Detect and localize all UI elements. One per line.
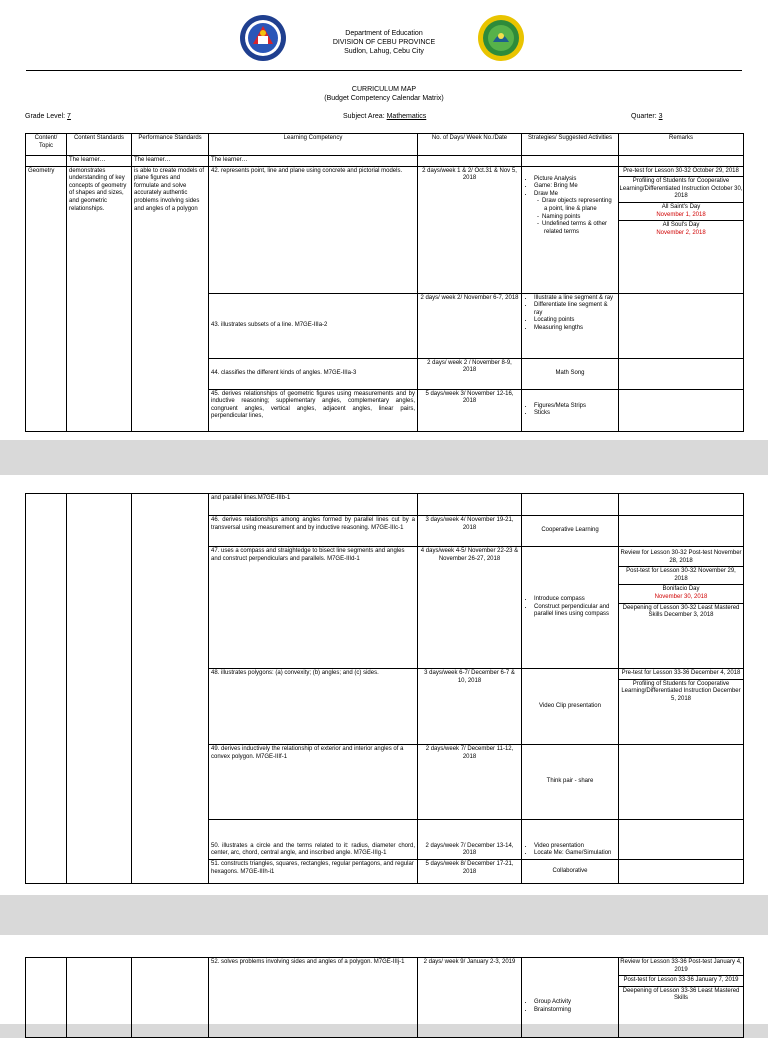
days-cell: 4 days/week 4-5/ November 22-23 & November 26-27, 2018 [418,547,522,669]
list-item: • Figures/Meta Strips [534,403,616,411]
remarks-cell [619,958,744,1038]
competency-cell: 43. illustrates subsets of a line. M7GE-IIIa-2 [209,293,418,358]
list-item: • Locate Me: Game/Simulation [534,850,616,858]
page-2 [0,475,768,895]
days-cell: 2 days/ week 2 / November 8-9, 2018 [418,358,522,389]
remark: Bonifacio Day November 30, 2018 [619,585,743,603]
competency-cell: 45. derives relationships of geometric figures using measurements and by inductive reasoning; supplementary angles, complementary angles, congruent angles, vertical angles, adjacent angles, linear pairs, perpendicular lines, [209,389,418,431]
curriculum-table-p1 [25,133,744,432]
col-performance-standards: Performance Standards [132,134,209,156]
list-item: • Measuring lengths [534,325,616,333]
remarks-cell [619,166,744,293]
remark: All Soul's Day November 2, 2018 [619,221,743,238]
remark: Post-test for Lesson 33-36 January 7, 2019 [619,976,743,987]
remark: Post-test for Lesson 30-32 November 29, 2018 [619,567,743,585]
list-item: • Picture Analysis [534,176,616,184]
strategies-cell: Math Song [522,358,619,389]
competency-cell: 49. derives inductively the relationship of exterior and interior angles of a convex polygon. M7GE-IIIf-1 [209,745,418,820]
remarks-cell [619,547,744,669]
quarter [631,113,663,120]
remark: All Saint's Day November 1, 2018 [619,203,743,221]
letterhead [0,29,768,56]
competency-cell: 44. classifies the different kinds of angles. M7GE-IIIa-3 [209,358,418,389]
quarter-value: 3 [658,113,663,120]
competency-cell: 42. represents point, line and plane using concrete and pictorial models. [209,166,418,293]
header-row [26,134,744,156]
learner-label: The learner… [209,156,418,167]
learner-row [26,156,744,167]
division-address: Sudlon, Lahug, Cebu City [344,48,424,55]
page-1 [0,0,768,440]
grade-value: 7 [67,113,71,120]
quarter-label: Quarter: [631,113,657,120]
days-cell: 2 days/week 7/ December 11-12, 2018 [418,745,522,820]
strategies-cell [522,166,619,293]
col-days: No. of Days/ Week No./Date [418,134,522,156]
strategies-cell: Collaborative [522,860,619,884]
header-rule [26,70,742,71]
col-learning-competency: Learning Competency [209,134,418,156]
remark: Pre-test for Lesson 33-36 December 4, 2018 [619,669,743,680]
subject-value: Mathematics [386,113,427,120]
page-3 [0,935,768,1024]
department-name: Department of Education [345,30,423,37]
performance-standard-cell: is able to create models of plane figures and formulate and solve accurately authentic problems involving sides and angles of a polygon [132,166,209,431]
document-title [0,85,768,103]
table-row [26,494,744,516]
curriculum-table-p3 [25,957,744,1038]
days-cell: 2 days/ week 9/ January 2-3, 2019 [418,958,522,1038]
competency-cell: 51. constructs triangles, squares, rectangles, regular pentagons, and regular hexagons. M7GE-IIIh-i1 [209,860,418,884]
competency-cell: 50. illustrates a circle and the terms related to it: radius, diameter chord, center, arc, chord, central angle, and inscribed angle. M7GE-IIIg-1 [209,820,418,860]
list-item: • Illustrate a line segment & ray [534,295,616,303]
division-name: DIVISION OF CEBU PROVINCE [332,39,436,46]
days-cell: 2 days/week 7/ December 13-14, 2018 [418,820,522,860]
subject-area [343,113,426,120]
list-item: - Undefined terms & other related terms [544,221,616,236]
remark: Profiling of Students for Cooperative Learning/Differentiated Instruction October 30, 2018 [619,177,743,203]
days-cell: 3 days/week 6-7/ December 6-7 & 10, 2018 [418,669,522,745]
list-item: • Brainstorming [534,1007,616,1015]
list-item: - Draw objects representing a point, line & plane [544,198,616,213]
days-cell: 2 days/week 1 & 2/ Oct.31 & Nov 5, 2018 [418,166,522,293]
remark: Pre-test for Lesson 30-32 October 29, 2018 [619,167,743,178]
table-row [26,958,744,1038]
learner-label: The learner… [67,156,132,167]
list-item: • Introduce compass [534,596,616,604]
days-cell: 5 days/week 3/ November 12-16, 2018 [418,389,522,431]
list-item: • Game: Bring Me [534,183,616,191]
table-row [26,166,744,293]
list-item: • Differentiate line segment & ray [534,302,616,317]
grade-level [25,113,71,120]
curriculum-table-p2 [25,493,744,884]
days-cell: 3 days/week 4/ November 19-21, 2018 [418,516,522,547]
col-remarks: Remarks [619,134,744,156]
content-standard-cell: demonstrates understanding of key concepts of geometry of shapes and sizes, and geometric relationships. [67,166,132,431]
competency-cell: 52. solves problems involving sides and angles of a polygon. M7GE-IIIj-1 [209,958,418,1038]
remark: Deepening of Lesson 33-36 Least Mastered Skills [622,987,740,1002]
col-content-standards: Content Standards [67,134,132,156]
days-cell: 2 days/ week 2/ November 6-7, 2018 [418,293,522,358]
grade-label: Grade Level: [25,113,66,120]
strategies-cell [522,389,619,431]
remark: Deepening of Lesson 30-32 Least Mastered Skills December 3, 2018 [622,604,740,619]
remark: Profiling of Students for Cooperative Learning/Differentiated Instruction December 5, 2018 [621,680,741,702]
days-cell: 5 days/week 8/ December 17-21, 2018 [418,860,522,884]
competency-cell: and parallel lines.M7GE-IIIb-1 [209,494,418,516]
strategies-cell [522,958,619,1038]
list-item: • Draw Me - Draw objects representing a point, line & plane - Naming points - Undefined terms & other related terms [534,191,616,237]
holiday-date: November 1, 2018 [656,211,706,218]
topic-cell: Geometry [26,166,67,431]
competency-cell: 46. derives relationships among angles formed by parallel lines cut by a transversal using measurement and by inductive reasoning. M7GE-IIIc-1 [209,516,418,547]
remarks-cell [619,669,744,745]
learner-label: The learner… [132,156,209,167]
remark: Review for Lesson 33-36 Post-test January 4, 2019 [619,958,743,976]
competency-cell: 48. illustrates polygons: (a) convexity; (b) angles; and (c) sides. [209,669,418,745]
subject-label: Subject Area: [343,113,385,120]
col-topic: Content/ Topic [26,134,67,156]
strategies-cell: Cooperative Learning [522,516,619,547]
strategies-cell [522,293,619,358]
strategies-cell: Video Clip presentation [522,669,619,745]
remark: Review for Lesson 30-32 Post-test November 28, 2018 [619,547,743,567]
col-strategies: Strategies/ Suggested Activities [522,134,619,156]
strategies-cell [522,820,619,860]
list-item: • Locating points [534,317,616,325]
holiday-date: November 2, 2018 [656,229,706,236]
list-item: - Naming points [544,214,616,222]
list-item: • Sticks [534,410,616,418]
list-item: • Group Activity [534,999,616,1007]
list-item: • Video presentation [534,843,616,851]
competency-cell: 47. uses a compass and straightedge to bisect line segments and angles and construct perpendiculars and parallels. M7GE-IIId-1 [209,547,418,669]
title-line-2: (Budget Competency Calendar Matrix) [324,95,444,102]
title-line-1: CURRICULUM MAP [351,86,417,93]
holiday-date: November 30, 2018 [654,593,708,600]
strategies-cell [522,547,619,669]
list-item: • Construct perpendicular and parallel lines using compass [534,604,616,619]
strategies-cell: Think pair - share [522,745,619,820]
